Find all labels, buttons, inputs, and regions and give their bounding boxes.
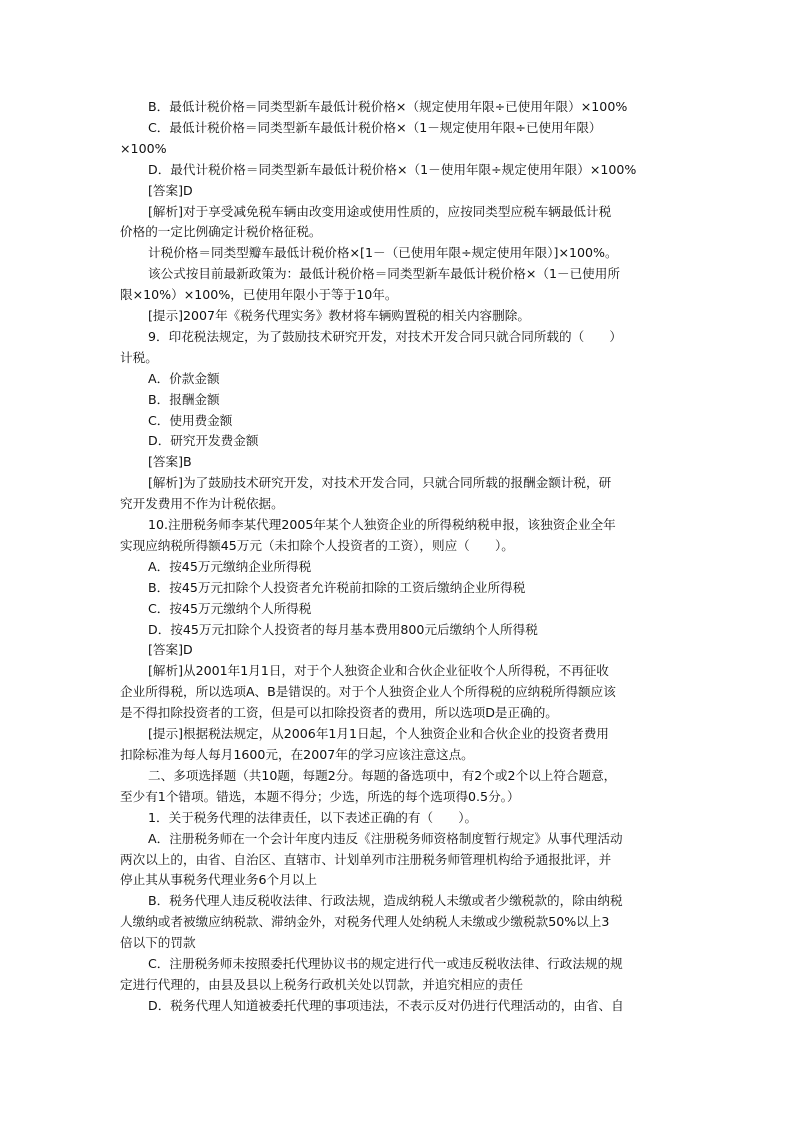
text-line: B．最低计税价格＝同类型新车最低计税价格×（规定使用年限÷已使用年限）×100% — [148, 99, 628, 114]
text-line: C．注册税务师未按照委托代理协议书的规定进行代一或违反税收法律、行政法规的规 — [148, 956, 623, 971]
text-line: [解析]为了鼓励技术研究开发，对技术开发合同，只就合同所载的报酬金额计税，研 — [148, 475, 612, 490]
text-line: 限×10%）×100%，已使用年限小于等于10年。 — [120, 287, 398, 302]
text-line: 二、多项选择题（共10题，每题2分。每题的备选项中，有2个或2个以上符合题意， — [148, 768, 617, 783]
text-line: 倍以下的罚款 — [120, 935, 196, 950]
text-line: D．最代计税价格＝同类型新车最低计税价格×（1－使用年限÷规定使用年限）×100% — [148, 162, 637, 177]
text-line: 10.注册税务师李某代理2005年某个人独资企业的所得税纳税申报，该独资企业全年 — [148, 517, 616, 532]
text-line: 定进行代理的，由县及县以上税务行政机关处以罚款，并追究相应的责任 — [120, 977, 523, 992]
text-line: [答案]B — [148, 454, 192, 469]
text-line: 至少有1个错项。错选，本题不得分；少选，所选的每个选项得0.5分。） — [120, 789, 520, 804]
text-line: 停止其从事税务代理业务6个月以上 — [120, 872, 317, 887]
text-line: C．使用费金额 — [148, 413, 233, 428]
text-line: B．税务代理人违反税收法律、行政法规，造成纳税人未缴或者少缴税款的，除由纳税 — [148, 893, 623, 908]
text-line: [解析]从2001年1月1日，对于个人独资企业和合伙企业征收个人所得税，不再征收 — [148, 663, 609, 678]
text-line: [提示]2007年《税务代理实务》教材将车辆购置税的相关内容删除。 — [148, 308, 530, 323]
text-line: [提示]根据税法规定，从2006年1月1日起，个人独资企业和合伙企业的投资者费用 — [148, 726, 609, 741]
text-line: B．按45万元扣除个人投资者允许税前扣除的工资后缴纳企业所得税 — [148, 580, 526, 595]
text-line: 该公式按目前最新政策为：最低计税价格＝同类型新车最低计税价格×（1－已使用所 — [148, 266, 620, 281]
text-line: D．税务代理人知道被委托代理的事项违法，不表示反对仍进行代理活动的，由省、自 — [148, 998, 624, 1013]
text-line: 扣除标准为每人每月1600元，在2007年的学习应该注意这点。 — [120, 747, 474, 762]
text-line: [答案]D — [148, 183, 193, 198]
text-line: D．按45万元扣除个人投资者的每月基本费用800元后缴纳个人所得税 — [148, 622, 538, 637]
text-line: 1．关于税务代理的法律责任，以下表述正确的有（ ）。 — [148, 810, 478, 825]
text-line: ×100% — [120, 141, 167, 156]
text-line: 实现应纳税所得额45万元（未扣除个人投资者的工资），则应（ ）。 — [120, 538, 514, 553]
text-line: [解析]对于享受减免税车辆由改变用途或使用性质的，应按同类型应税车辆最低计税 — [148, 204, 612, 219]
text-line: 计税价格＝同类型瓣车最低计税价格×[1－（已使用年限÷规定使用年限）]×100%。 — [148, 245, 618, 260]
text-line: D．研究开发费金额 — [148, 433, 259, 448]
text-line: C．按45万元缴纳个人所得税 — [148, 601, 312, 616]
text-line: 两次以上的，由省、自治区、直辖市、计划单列市注册税务师管理机构给予通报批评，并 — [120, 852, 612, 867]
text-line: [答案]D — [148, 642, 193, 657]
text-line: A．注册税务师在一个会计年度内违反《注册税务师资格制度暂行规定》从事代理活动 — [148, 831, 623, 846]
text-line: 9．印花税法规定，为了鼓励技术研究开发，对技术开发合同只就合同所载的（ ） — [148, 329, 622, 344]
text-line: 价格的一定比例确定计税价格征税。 — [120, 224, 322, 239]
text-line: A．按45万元缴纳企业所得税 — [148, 559, 312, 574]
text-line: 人缴纳或者被缴应纳税款、滞纳金外，对税务代理人处纳税人未缴或少缴税款50%以上3 — [120, 914, 610, 929]
text-line: A．价款金额 — [148, 371, 220, 386]
text-line: 究开发费用不作为计税依据。 — [120, 496, 284, 511]
text-line: C．最低计税价格＝同类型新车最低计税价格×（1－规定使用年限÷已使用年限） — [148, 120, 602, 135]
text-line: 是不得扣除投资者的工资，但是可以扣除投资者的费用，所以选项D是正确的。 — [120, 705, 558, 720]
text-line: 计税。 — [120, 350, 158, 365]
text-line: B．报酬金额 — [148, 392, 220, 407]
text-line: 企业所得税，所以选项A、B是错误的。对于个人独资企业人个所得税的应纳税所得额应该 — [120, 684, 616, 699]
